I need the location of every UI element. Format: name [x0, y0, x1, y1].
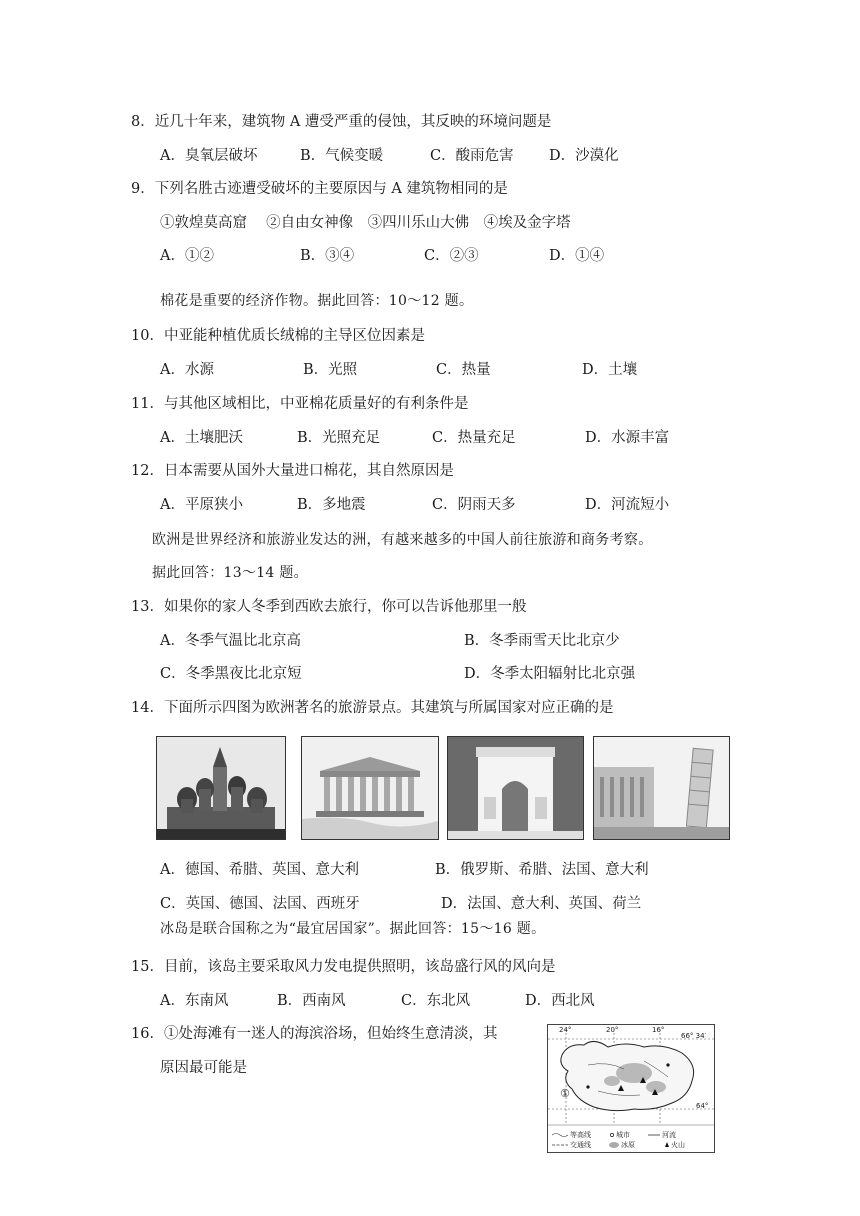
- section-note-iceland: 冰岛是联合国称之为“最宜居国家”。据此回答：15～16 题。: [160, 921, 546, 937]
- q9-option-c: C．②③: [424, 248, 479, 264]
- legend-volcano: 火山: [671, 1141, 685, 1149]
- map-lat-label-66-34: 66° 34′: [681, 1032, 707, 1040]
- q13-option-a: A．冬季气温比北京高: [160, 633, 301, 649]
- q14-option-b: B．俄罗斯、希腊、法国、意大利: [435, 862, 649, 878]
- question-15-stem: 15．目前，该岛主要采取风力发电提供照明，该岛盛行风的风向是: [131, 959, 556, 975]
- q13-option-d: D．冬季太阳辐射比北京强: [464, 666, 636, 682]
- onion-dome-cathedral-photo: [156, 736, 286, 840]
- q15-option-a: A．东南风: [160, 993, 229, 1009]
- parthenon-temple-photo: [301, 736, 439, 840]
- q8-option-d: D．沙漠化: [549, 148, 619, 164]
- q14-option-a: A．德国、希腊、英国、意大利: [160, 862, 359, 878]
- q10-option-a: A．水源: [160, 362, 214, 378]
- leaning-tower-photo: [593, 736, 730, 840]
- question-9-stem: 9．下列名胜古迹遭受破坏的主要原因与 A 建筑物相同的是: [131, 181, 508, 197]
- q15-option-c: C．东北风: [401, 993, 471, 1009]
- question-16-stem-line2: 原因最可能是: [160, 1060, 247, 1076]
- q11-option-a: A．土壤肥沃: [160, 430, 243, 446]
- q8-option-a: A．臭氧层破坏: [160, 148, 258, 164]
- map-lon-label-24: 24°: [559, 1026, 572, 1034]
- question-16-stem-line1: 16．①处海滩有一迷人的海滨浴场，但始终生意清淡，其: [131, 1026, 498, 1042]
- section-note-europe-line2: 据此回答：13～14 题。: [152, 565, 308, 581]
- q12-option-b: B．多地震: [297, 497, 366, 513]
- q8-option-c: C．酸雨危害: [430, 148, 514, 164]
- q14-option-c: C．英国、德国、法国、西班牙: [160, 896, 360, 912]
- question-9-items: ①敦煌莫高窟 ②自由女神像 ③四川乐山大佛 ④埃及金字塔: [160, 215, 571, 231]
- legend-contour-line: 等高线: [570, 1131, 591, 1139]
- q15-option-d: D．西北风: [525, 993, 595, 1009]
- triumphal-arch-photo: [447, 736, 584, 840]
- q8-option-b: B．气候变暖: [300, 148, 384, 164]
- question-13-stem: 13．如果你的家人冬季到西欧去旅行，你可以告诉他那里一般: [131, 599, 527, 615]
- map-lat-label-64: 64°: [696, 1102, 709, 1110]
- q12-option-d: D．河流短小: [585, 497, 670, 513]
- legend-city: 城市: [616, 1131, 630, 1139]
- q15-option-b: B．西南风: [277, 993, 346, 1009]
- question-11-stem: 11．与其他区域相比，中亚棉花质量好的有利条件是: [131, 396, 469, 412]
- q11-option-b: B．光照充足: [297, 430, 381, 446]
- q13-option-c: C．冬季黑夜比北京短: [160, 666, 302, 682]
- q11-option-d: D．水源丰富: [585, 430, 670, 446]
- map-lon-label-16: 16°: [652, 1026, 665, 1034]
- q14-option-d: D．法国、意大利、英国、荷兰: [441, 896, 642, 912]
- q10-option-b: B．光照: [303, 362, 358, 378]
- map-marker-1: ①: [560, 1087, 570, 1100]
- q9-option-d: D．①④: [549, 248, 605, 264]
- question-8-stem: 8．近几十年来，建筑物 A 遭受严重的侵蚀，其反映的环境问题是: [131, 114, 552, 130]
- section-note-europe-line1: 欧洲是世界经济和旅游业发达的洲，有越来越多的中国人前往旅游和商务考察。: [152, 532, 653, 548]
- q10-option-c: C．热量: [436, 362, 491, 378]
- question-10-stem: 10．中亚能种植优质长绒棉的主导区位因素是: [131, 328, 425, 344]
- q10-option-d: D．土壤: [582, 362, 638, 378]
- map-lon-label-20: 20°: [606, 1026, 619, 1034]
- iceland-map: [547, 1024, 715, 1153]
- section-note-cotton: 棉花是重要的经济作物。据此回答：10～12 题。: [160, 293, 474, 309]
- legend-river: 河流: [662, 1131, 676, 1139]
- q12-option-a: A．平原狭小: [160, 497, 243, 513]
- question-12-stem: 12．日本需要从国外大量进口棉花，其自然原因是: [131, 463, 454, 479]
- q12-option-c: C．阴雨天多: [432, 497, 516, 513]
- q11-option-c: C．热量充足: [432, 430, 516, 446]
- question-14-stem: 14．下面所示四图为欧洲著名的旅游景点。其建筑与所属国家对应正确的是: [131, 700, 614, 716]
- legend-ice-field: 冰原: [621, 1141, 635, 1149]
- legend-transport-line: 交通线: [570, 1141, 591, 1149]
- q9-option-a: A．①②: [160, 248, 214, 264]
- q13-option-b: B．冬季雨雪天比北京少: [464, 633, 620, 649]
- q9-option-b: B．③④: [300, 248, 355, 264]
